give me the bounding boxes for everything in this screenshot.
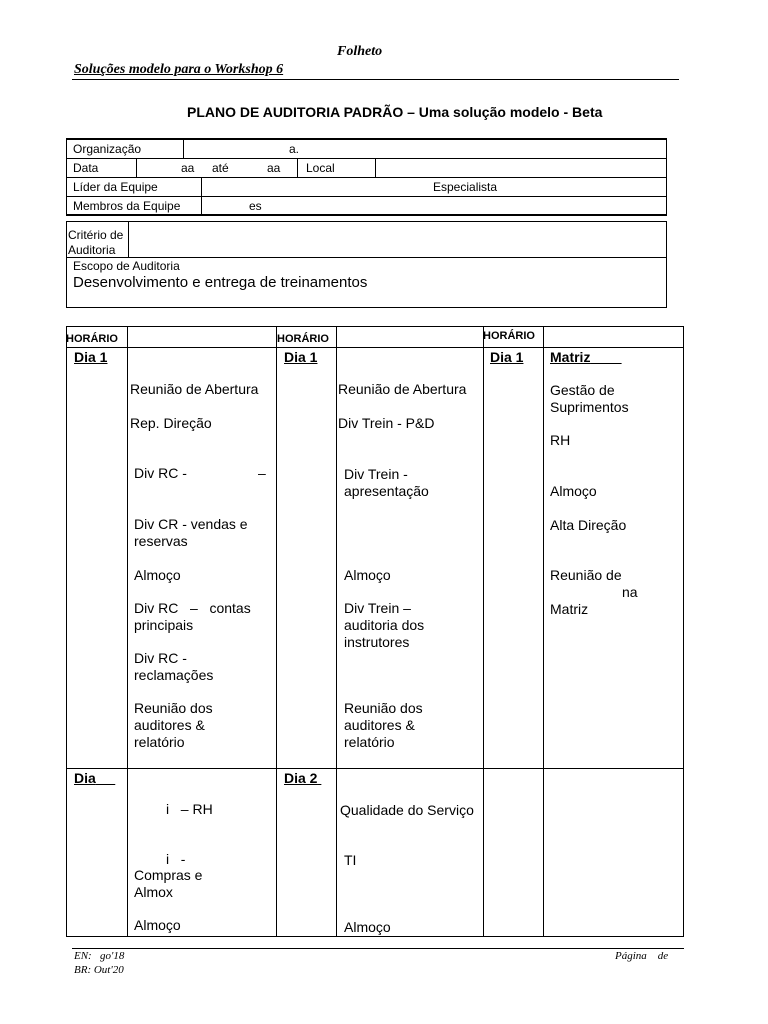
col3-meeting-na: na [622,584,638,600]
col2-it: TI [344,852,357,868]
col2-training-audit-2: auditoria dos [344,617,425,633]
col1-auditors-meeting-2: auditores & [134,717,205,733]
col3-matriz-text: Matriz [550,349,591,365]
col3-rh: RH [550,432,571,448]
lead-label: Líder da Equipe [73,180,158,194]
org-value: a. [289,142,300,156]
handout-label: Folheto [337,44,383,59]
col3-matriz-label [550,349,622,365]
col3-meeting: Reunião de [550,567,622,583]
scope-label: Escopo de Auditoria [73,259,180,273]
col2-training-audit: Div Trein – [344,600,411,616]
criteria-label-line2: Auditoria [68,243,116,257]
footer-en-date: EN: go'18 [74,950,125,962]
date-end-suffix: aa [267,161,281,175]
footer-rule [72,948,684,949]
time-header-2: HORÁRIO [277,333,329,345]
members-label: Membros da Equipe [73,199,181,213]
col2-report: relatório [344,734,395,750]
col1-report: relatório [134,734,185,750]
col1-div-rc: Div RC - [134,465,187,481]
col3-meeting-matriz: Matriz [550,601,589,617]
col2-auditors-meeting-2: auditores & [344,717,415,733]
col2-service-quality: Qualidade do Serviço [340,802,474,818]
col1-purchasing: i - [166,851,186,867]
col1-div-rc-accounts: Div RC – contas [134,600,251,616]
date-until: até [212,161,229,175]
date-start-suffix: aa [181,161,195,175]
col1-warehouse: Almox [134,884,173,900]
col2-day1-label: Dia 1 [284,349,318,365]
col2-training-presentation-2: apresentação [344,483,429,499]
col1-div-rc-complaints: Div RC - [134,650,187,666]
criteria-label-line1: Critério de [68,228,124,242]
header-rule [72,79,679,80]
col1-div-rc-accounts-2: principais [134,617,194,633]
col2-training-presentation: Div Trein - [344,466,408,482]
col1-opening-meeting: Reunião de Abertura [130,381,259,397]
col3-day1-label: Dia 1 [490,349,524,365]
footer-br-date: BR: Out'20 [74,964,124,976]
col1-management-rep: Rep. Direção [130,415,212,431]
col3-top-management: Alta Direção [550,517,627,533]
org-label: Organização [73,142,142,156]
col2-lunch: Almoço [344,567,391,583]
col2-day2-label [284,770,321,786]
col2-day2-lunch: Almoço [344,919,391,935]
col1-lunch: Almoço [134,567,181,583]
col1-auditors-meeting: Reunião dos [134,700,213,716]
col2-training-audit-3: instrutores [344,634,410,650]
col3-supply-mgmt: Gestão de [550,382,615,398]
col1-day1-label: Dia 1 [74,349,108,365]
page-title: PLANO DE AUDITORIA PADRÃO – Uma solução modelo - Beta [187,104,603,120]
scope-value: Desenvolvimento e entrega de treinamentos [73,274,368,291]
col1-rh: i – RH [166,801,213,817]
col1-day2-label [74,770,115,786]
col1-div-rc-complaints-2: reclamações [134,667,214,683]
col1-day2-lunch: Almoço [134,917,181,933]
col1-day2-text: Dia [74,770,96,786]
col3-lunch: Almoço [550,483,597,499]
workshop-subtitle: Soluções modelo para o Workshop 6 [74,62,284,77]
time-header-3: HORÁRIO [483,330,535,342]
col3-supply-mgmt-2: Suprimentos [550,399,629,415]
col2-training-rd: Div Trein - P&D [338,415,435,431]
col1-div-cr-reservations: reservas [134,533,188,549]
specialist-label: Especialista [433,180,498,194]
date-label: Data [73,161,99,175]
footer-page-number: Página de [615,950,669,962]
col2-opening-meeting: Reunião de Abertura [338,381,467,397]
members-value: es [249,199,262,213]
col2-auditors-meeting: Reunião dos [344,700,423,716]
col1-purchasing-2: Compras e [134,867,203,883]
time-header-1: HORÁRIO [66,333,118,345]
col1-div-rc-dash: – [258,465,266,481]
local-label: Local [306,161,335,175]
col1-div-cr-sales: Div CR - vendas e [134,516,248,532]
col2-day2-text: Dia 2 [284,770,318,786]
